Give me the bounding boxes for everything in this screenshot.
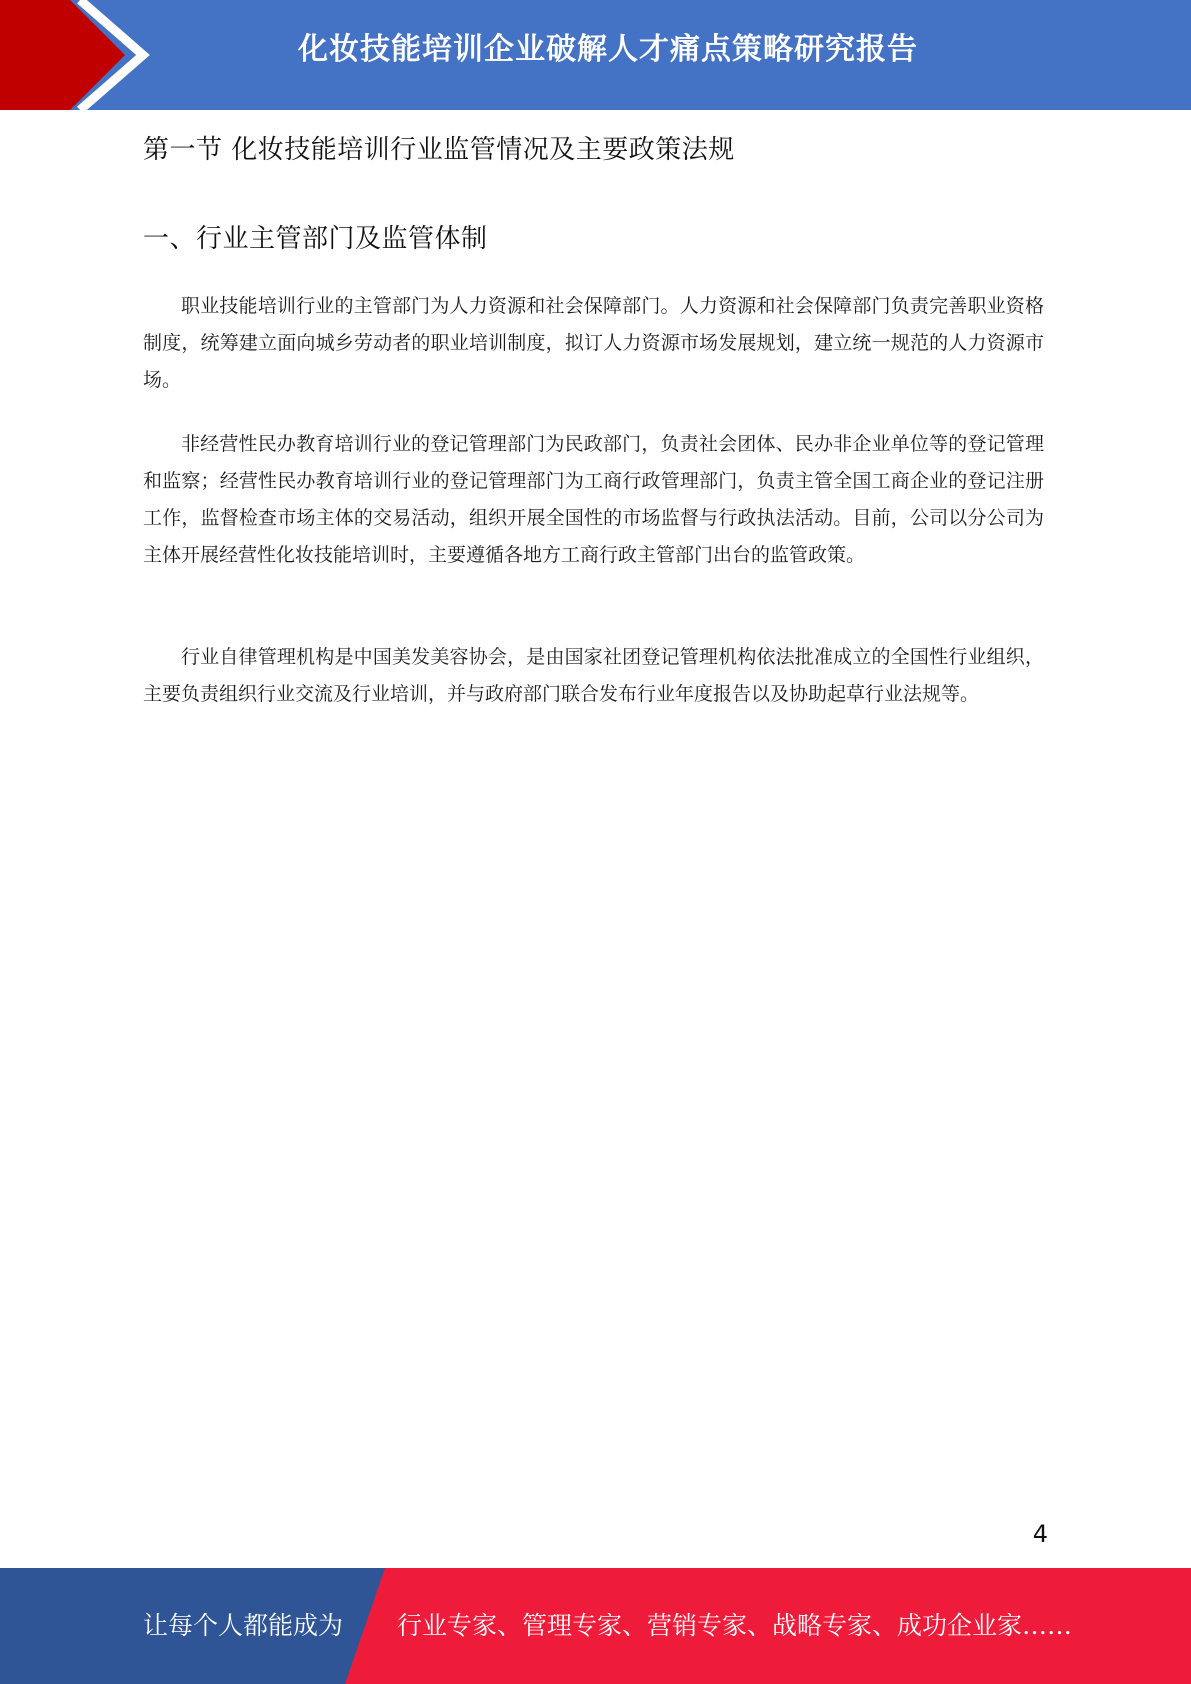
paragraph: 非经营性民办教育培训行业的登记管理部门为民政部门，负责社会团体、民办非企业单位等的登记管理和监察；经营性民办教育培训行业的登记管理部门为工商行政管理部门，负责主管全国工商企业的登记注册工作，监督检查市场主体的交易活动，组织开展全国性的市场监督与行政执法活动。目前，公司以分公司为主体开展经营性化妆技能培训时，主要遵循各地方工商行政主管部门出台的监管政策。 — [143, 433, 1044, 566]
footer-slogan-left: 让每个人都能成为 — [143, 1611, 344, 1640]
subsection-title: 一、行业主管部门及监管体制 — [143, 224, 488, 254]
section-title: 第一节 化妆技能培训行业监管情况及主要政策法规 — [143, 135, 735, 165]
page-number: 4 — [1032, 1520, 1048, 1548]
paragraph: 行业自律管理机构是中国美发美容协会，是由国家社团登记管理机构依法批准成立的全国性行业组织，主要负责组织行业交流及行业培训，并与政府部门联合发布行业年度报告以及协助起草行业法规等。 — [143, 646, 1044, 705]
footer-slogan-right: 行业专家、管理专家、营销专家、战略专家、成功企业家…… — [397, 1611, 1073, 1640]
report-title: 化妆技能培训企业破解人才痛点策略研究报告 — [298, 32, 918, 67]
header-banner — [0, 0, 1191, 110]
paragraph: 职业技能培训行业的主管部门为人力资源和社会保障部门。人力资源和社会保障部门负责完善职业资格制度，统筹建立面向城乡劳动者的职业培训制度，拟订人力资源市场发展规划，建立统一规范的人力资源市场。 — [143, 295, 1044, 391]
footer-banner — [0, 1568, 1191, 1684]
